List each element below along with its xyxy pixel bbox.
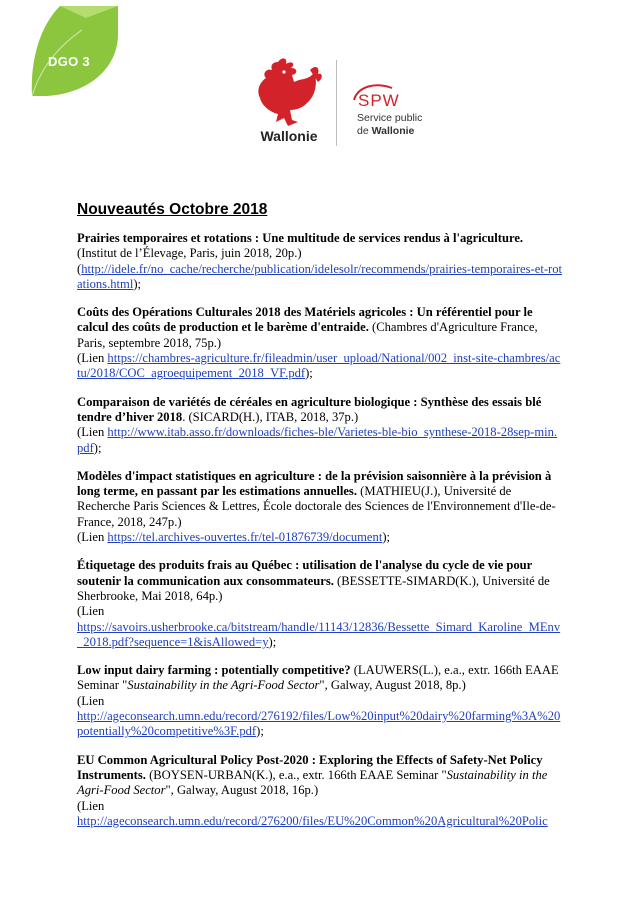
link-suffix: ); (305, 366, 313, 381)
spw-line1: Service public (357, 112, 423, 124)
publication-title: Comparaison de variétés de céréales en agriculture biologique : Synthèse des essais blé tendre d’hiver 2018 (77, 394, 542, 424)
publication-entry (77, 663, 563, 739)
publication-link[interactable]: https://tel.archives-ouvertes.fr/tel-01876739/document (107, 530, 383, 545)
spw-abbrev: SPW (358, 91, 400, 110)
dgo-leaf-logo-icon (26, 4, 122, 98)
link-suffix: ); (93, 440, 102, 455)
publication-entry (77, 753, 563, 829)
spw-logo-icon (352, 82, 422, 112)
publication-details: (BOYSEN-URBAN(K.), e.a., extr. 166th EAAE Seminar " (145, 767, 447, 782)
spw-subtitle (357, 112, 422, 138)
publication-link[interactable]: https://savoirs.usherbrooke.ca/bitstream/handle/11143/12836/Bessette_Simard_Karoline_MEnv_2018.pdf?sequence=1&isAllowed=y (77, 619, 561, 649)
publication-link[interactable]: https://chambres-agriculture.fr/fileadmin/user_upload/National/002_inst-site-chambres/actu/2018/COC_agroequipement_2018_VF.pdf (77, 351, 561, 381)
publication-details-end: ", Galway, August 2018, 8p.) (319, 678, 466, 693)
seminar-name: Sustainability in the Agri-Food Sector (77, 767, 548, 798)
link-prefix: (Lien (77, 604, 105, 619)
publication-details: (BESSETTE-SIMARD(K.), Université de Sherbrooke, Mai 2018, 64p.) (77, 573, 550, 603)
publication-title: Coûts des Opérations Culturales 2018 des Matériels agricoles : Un référentiel pour le calcul des coûts de production et le barème d'entraide. (77, 305, 533, 335)
publication-link[interactable]: http://ageconsearch.umn.edu/record/276192/files/Low%20input%20dairy%20farming%3A%20potentially%20competitive%3F.pdf (77, 709, 561, 739)
link-prefix: (Lien (77, 425, 108, 440)
publication-entry (77, 558, 563, 650)
publication-details: . (SICARD(H.), ITAB, 2018, 37p.) (182, 409, 359, 424)
publication-title: Prairies temporaires et rotations : Une multitude de services rendus à l'agriculture. (77, 231, 524, 245)
publication-details: (Institut de l’Élevage, Paris, juin 2018, 20p.) (77, 246, 302, 261)
publication-details: (Chambres d'Agriculture France, Paris, septembre 2018, 75p.) (77, 320, 538, 350)
publication-entry (77, 231, 563, 292)
link-prefix: (Lien (77, 693, 105, 708)
publication-link[interactable]: http://www.itab.asso.fr/downloads/fiches-ble/Varietes-ble-bio_synthese-2018-28sep-min.pdf (77, 425, 558, 455)
publication-title: Étiquetage des produits frais au Québec : utilisation de l'analyse du cycle de vie pour soutenir la communication aux consommateurs. (77, 558, 533, 588)
wallonie-wordmark: Wallonie (260, 128, 318, 144)
link-suffix: ); (268, 634, 277, 649)
seminar-name: Sustainability in the Agri-Food Sector (127, 678, 320, 693)
publication-details-end: ", Galway, August 2018, 16p.) (165, 783, 319, 798)
document-body (77, 201, 563, 842)
publication-title: Modèles d'impact statistiques en agriculture : de la prévision saisonnière à la prévision à long terme, en passant par les estimations annuelles. (77, 468, 552, 499)
publication-entry (77, 469, 563, 545)
link-prefix: (Lien (77, 530, 108, 545)
spw-line2: de Wallonie (357, 125, 415, 137)
publication-details: (MATHIEU(J.), Université de Recherche Paris Sciences & Lettres, École doctorale des Sciences de l'Environnement d'Ile-de-France, 2018, 247p.) (77, 484, 556, 529)
link-suffix: ); (133, 276, 142, 291)
dgo-logo-label: DGO 3 (48, 54, 90, 69)
publication-link[interactable]: http://idele.fr/no_cache/recherche/publication/idelesolr/recommends/prairies-temporaires-et-rotations.html (77, 261, 563, 291)
publication-title: Low input dairy farming : potentially competitive? (77, 663, 351, 678)
publication-details: (LAUWERS(L.), e.a., extr. 166th EAAE Seminar " (77, 663, 559, 693)
publication-link[interactable]: http://ageconsearch.umn.edu/record/276200/files/EU%20Common%20Agricultural%20Polic (77, 813, 548, 828)
page-title: Nouveautés Octobre 2018 (77, 201, 268, 218)
wallonia-rooster-logo-icon (248, 56, 324, 134)
link-suffix: ); (382, 530, 391, 545)
publication-entry (77, 395, 563, 456)
publication-entry (77, 305, 563, 381)
link-prefix: (Lien (77, 351, 108, 366)
link-prefix: ( (77, 261, 82, 276)
link-suffix: ); (256, 724, 264, 739)
logo-divider (336, 60, 337, 146)
link-prefix: (Lien (77, 798, 105, 813)
publication-title: EU Common Agricultural Policy Post-2020 : Exploring the Effects of Safety-Net Policy Instruments. (77, 752, 543, 782)
